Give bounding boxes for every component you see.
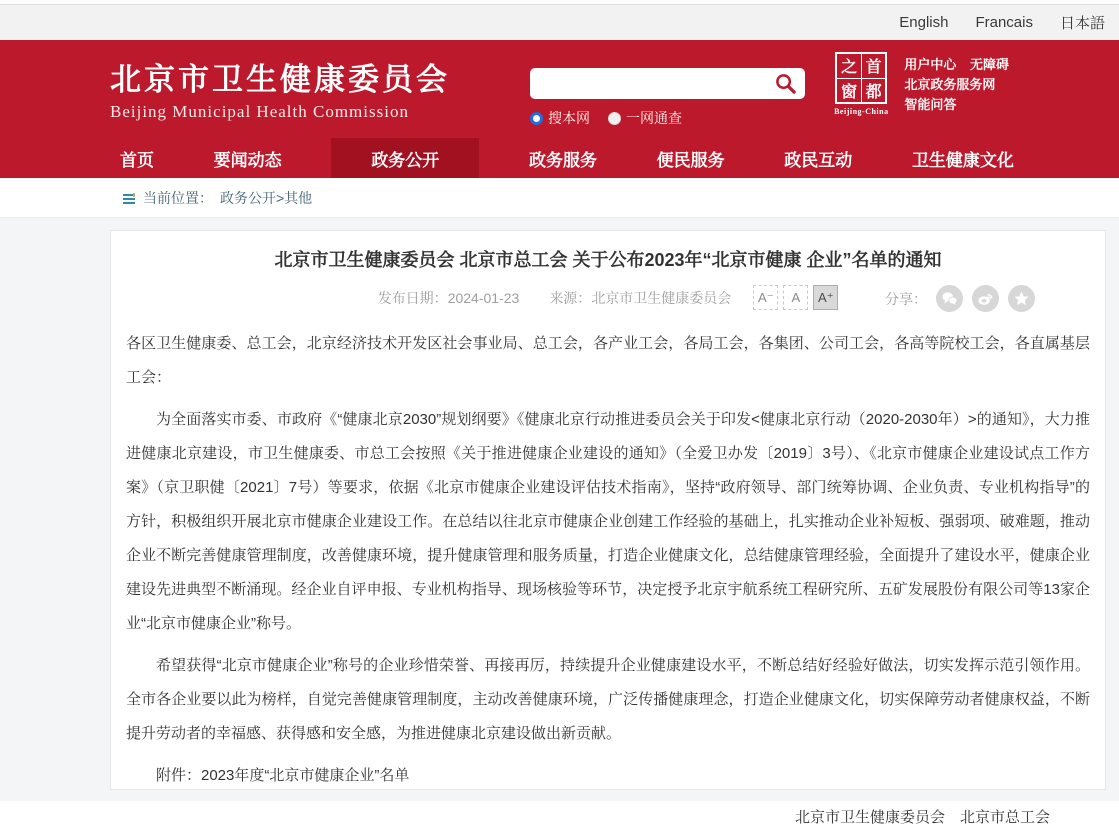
paragraph-salutation: 各区卫生健康委、总工会，北京经济技术开发区社会事业局、总工会，各产业工会，各局工会，各集团、公司工会，各高等院校工会，各直属基层工会： bbox=[126, 335, 1090, 386]
search-icon[interactable] bbox=[774, 72, 797, 95]
font-larger-button[interactable]: A⁺ bbox=[813, 285, 838, 310]
nav-health-culture[interactable]: 卫生健康文化 bbox=[911, 150, 1014, 170]
portal-char: 之 bbox=[837, 54, 861, 78]
publish-date: 2024-01-23 bbox=[447, 289, 520, 306]
font-size-controls bbox=[753, 285, 838, 310]
publish-date-label: 发布日期： bbox=[377, 289, 448, 306]
radio-unselected-icon bbox=[608, 112, 621, 125]
link-gov-service-site[interactable]: 北京政务服务网 bbox=[904, 77, 996, 92]
lang-japanese[interactable]: 日本語 bbox=[1059, 14, 1105, 32]
article-body bbox=[126, 327, 1090, 793]
site-header bbox=[0, 40, 1119, 138]
link-smart-qa[interactable]: 智能问答 bbox=[904, 97, 957, 112]
link-user-center[interactable]: 用户中心 bbox=[904, 57, 957, 72]
share-label: 分享： bbox=[885, 290, 927, 307]
location-icon bbox=[122, 191, 136, 205]
breadcrumb-path[interactable]: 政务公开>其他 bbox=[220, 189, 313, 206]
portal-char: 都 bbox=[862, 79, 886, 103]
article-signature: 北京市卫生健康委员会 北京市总工会 bbox=[794, 809, 1050, 826]
site-name-en: Beijing Municipal Health Commission bbox=[110, 102, 409, 121]
quick-links bbox=[904, 52, 1009, 116]
portal-seal-icon bbox=[835, 52, 887, 104]
topbar bbox=[0, 0, 1119, 40]
nav-gov-service[interactable]: 政务服务 bbox=[528, 150, 597, 170]
article-card bbox=[110, 230, 1106, 826]
lang-english[interactable]: English bbox=[899, 13, 949, 31]
radio-search-network[interactable] bbox=[608, 108, 682, 128]
paragraph-attachment[interactable]: 附件：2023年度“北京市健康企业”名单 bbox=[156, 767, 410, 784]
search-scope-radios bbox=[530, 108, 805, 128]
header-right bbox=[830, 52, 1009, 116]
site-name-zh: 北京市卫生健康委员会 bbox=[110, 62, 450, 97]
main-area bbox=[0, 218, 1119, 826]
radio-search-site[interactable] bbox=[530, 108, 590, 128]
wechat-share-icon[interactable] bbox=[936, 285, 963, 312]
weibo-share-icon[interactable] bbox=[972, 285, 999, 312]
nav-home[interactable]: 首页 bbox=[120, 150, 154, 170]
font-smaller-button[interactable]: A⁻ bbox=[753, 285, 778, 310]
nav-interaction[interactable]: 政民互动 bbox=[784, 150, 853, 170]
lang-francais[interactable]: Francais bbox=[975, 13, 1033, 31]
source-label: 来源： bbox=[549, 289, 592, 306]
portal-caption: Beijing-China bbox=[834, 107, 889, 116]
nav-gov-openness[interactable]: 政务公开 bbox=[331, 138, 479, 178]
paragraph-hope: 希望获得“北京市健康企业”称号的企业珍惜荣誉、再接再厉，持续提升企业健康建设水平，不断总结好经验好做法，切实发挥示范引领作用。全市各企业要以此为榜样，自觉完善健康管理制度，主动改善健康环境，广泛传播健康理念，打造企业健康文化，切实保障劳动者健康权益，不断提升劳动者的幸福感、获得感和安全感，为推进健康北京建设做出新贡献。 bbox=[126, 657, 1090, 742]
search-input[interactable] bbox=[540, 71, 765, 96]
share-bar bbox=[885, 285, 1035, 312]
main-nav bbox=[0, 138, 1119, 178]
nav-news[interactable]: 要闻动态 bbox=[213, 150, 282, 170]
radio-selected-icon bbox=[530, 112, 543, 125]
breadcrumb-bar bbox=[0, 178, 1119, 218]
source-value: 北京市卫生健康委员会 bbox=[591, 289, 732, 306]
nav-public-service[interactable]: 便民服务 bbox=[656, 150, 725, 170]
search-box bbox=[530, 68, 805, 99]
article-title: 北京市卫生健康委员会 北京市总工会 关于公布2023年“北京市健康 企业”名单的通知 bbox=[274, 250, 942, 270]
breadcrumb-prefix: 当前位置： bbox=[143, 189, 213, 206]
link-accessibility[interactable]: 无障碍 bbox=[969, 57, 1009, 72]
font-normal-button[interactable]: A bbox=[783, 285, 808, 310]
radio-network-label: 一网通查 bbox=[626, 110, 682, 126]
article-meta bbox=[126, 285, 1090, 313]
radio-site-label: 搜本网 bbox=[548, 110, 590, 126]
portal-char: 窗 bbox=[837, 79, 861, 103]
site-logo[interactable] bbox=[110, 54, 450, 122]
qzone-share-icon[interactable] bbox=[1008, 285, 1035, 312]
language-switcher bbox=[0, 4, 1119, 40]
beijing-portal-logo[interactable] bbox=[830, 52, 892, 116]
portal-char: 首 bbox=[862, 54, 886, 78]
paragraph-main: 为全面落实市委、市政府《“健康北京2030”规划纲要》《健康北京行动推进委员会关于印发<健康北京行动（2020-2030年）>的通知》，大力推进健康北京建设，市卫生健康委、市总工会按照《关于推进健康企业建设的通知》（全爱卫办发〔2019〕3号）、《北京市健康企业建设试点工作方案》（京卫职健〔2021〕7号）等要求，依据《北京市健康企业建设评估技术指南》，坚持“政府领导、部门统筹协调、企业负责、专业机构指导”的方针，积极组织开展北京市健康企业建设工作。在总结以往北京市健康企业创建工作经验的基础上，扎实推动企业补短板、强弱项、破难题，推动企业不断完善健康管理制度，改善健康环境，提升健康管理和服务质量，打造企业健康文化，总结健康管理经验，全面提升了建设水平，健康企业建设先进典型不断涌现。经企业自评申报、专业机构指导、现场核验等环节，决定授予北京宇航系统工程研究所、五矿发展股份有限公司等13家企业“北京市健康企业”称号。 bbox=[126, 411, 1090, 632]
search-area bbox=[530, 68, 805, 128]
